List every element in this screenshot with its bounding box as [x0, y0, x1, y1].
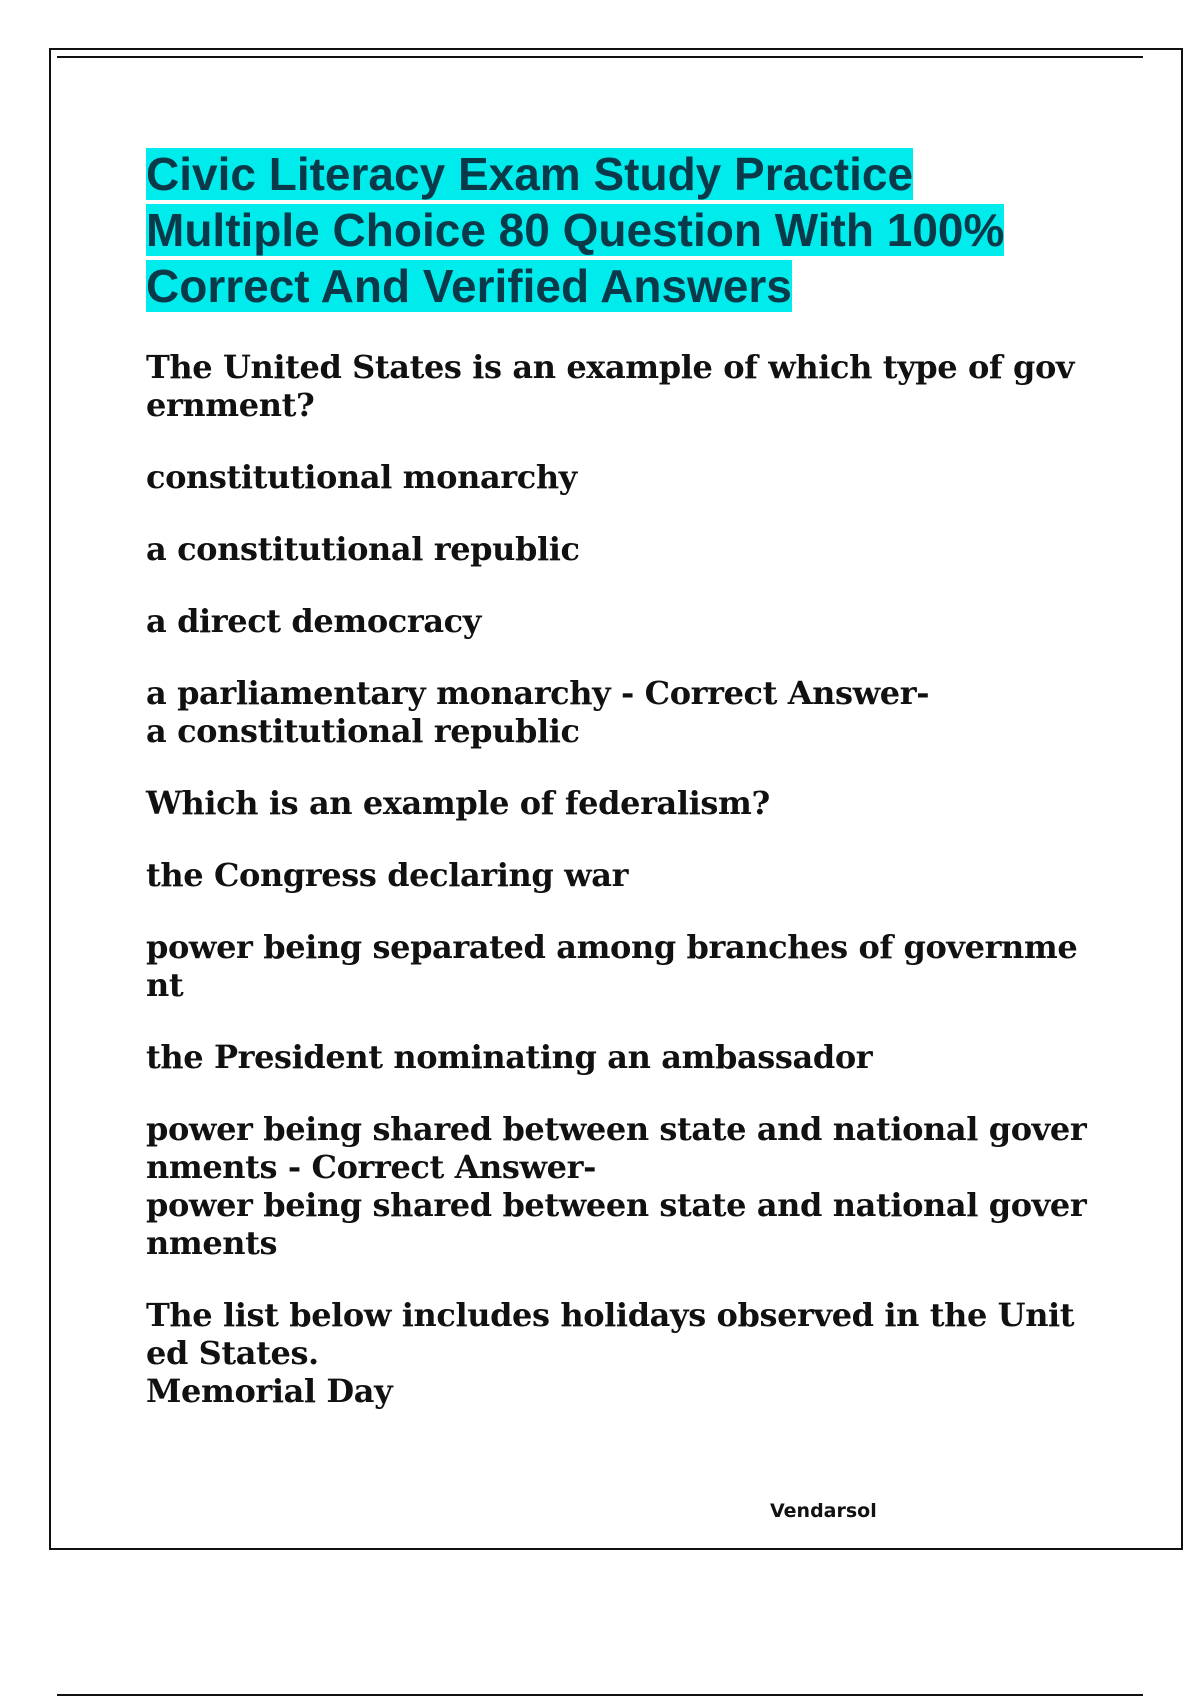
answer-option	[146, 928, 1091, 1004]
option-text: the Congress declaring war	[146, 856, 629, 894]
option-text: a parliamentary monarchy - Correct Answer-	[146, 674, 930, 712]
answer-option	[146, 856, 1091, 894]
option-text: a direct democracy	[146, 602, 481, 640]
answer-option	[146, 1038, 1091, 1076]
question-text: The United States is an example of which type of government?	[146, 348, 1075, 424]
option-text: a constitutional republic	[146, 530, 580, 568]
option-text: power being separated among branches of government	[146, 928, 1078, 1004]
answer-option	[146, 458, 1091, 496]
answer-option-with-correct-answer	[146, 1110, 1091, 1262]
question-text: The list below includes holidays observed in the United States.	[146, 1296, 1075, 1372]
question-1	[146, 348, 1091, 424]
option-text: constitutional monarchy	[146, 458, 577, 496]
correct-answer-text: power being shared between state and national governments	[146, 1186, 1087, 1262]
top-rule	[57, 56, 1143, 58]
question-2	[146, 784, 1091, 822]
option-text: the President nominating an ambassador	[146, 1038, 873, 1076]
list-item-text: Memorial Day	[146, 1372, 393, 1410]
document-title-text: Civic Literacy Exam Study Practice Multiple Choice 80 Question With 100% Correct And Verified Answers	[146, 148, 1005, 312]
option-text: power being shared between state and national governments - Correct Answer-	[146, 1110, 1087, 1186]
footer-brand: Vendarsol	[770, 1500, 877, 1522]
bottom-rule	[57, 1694, 1143, 1696]
document-content	[146, 146, 1091, 1444]
correct-answer-text: a constitutional republic	[146, 712, 580, 750]
answer-option	[146, 602, 1091, 640]
question-text: Which is an example of federalism?	[146, 784, 770, 822]
question-3	[146, 1296, 1091, 1410]
answer-option	[146, 530, 1091, 568]
answer-option-with-correct-answer	[146, 674, 1091, 750]
document-title	[146, 146, 1091, 314]
